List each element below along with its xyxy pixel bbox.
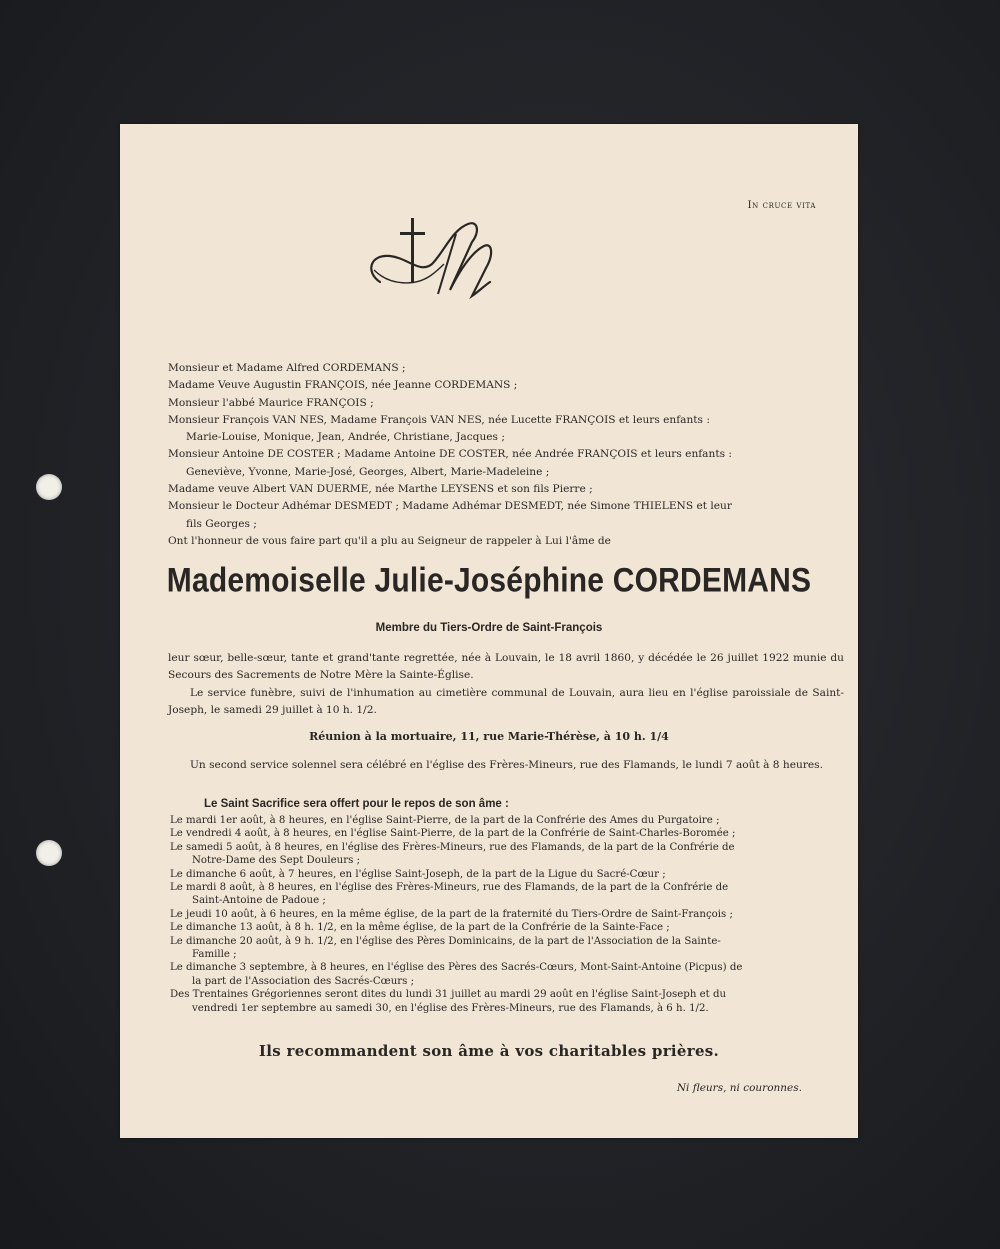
mass-line: Saint-Antoine de Padoue ; xyxy=(192,895,326,907)
mass-line: Le samedi 5 août, à 8 heures, en l'église des Frères-Mineurs, rue des Flamands, de la part de la Confrérie de xyxy=(170,841,735,853)
mass-line: Le dimanche 13 août, à 8 h. 1/2, en la même église, de la part de la Confrérie de la Sainte-Face ; xyxy=(170,922,670,934)
mass-line: Le mardi 1er août, à 8 heures, en l'église Saint-Pierre, de la part de la Confrérie des Ames du Purgatoire ; xyxy=(170,815,720,826)
deceased-name: Mademoiselle Julie-Joséphine CORDEMANS xyxy=(166,561,812,600)
mass-line: Le dimanche 20 août, à 9 h. 1/2, en l'église des Pères Dominicains, de la part de l'Association de la Sainte- xyxy=(170,935,721,947)
family-line: fils Georges ; xyxy=(186,517,257,530)
religious-order: Membre du Tiers-Ordre de Saint-François xyxy=(375,622,603,634)
mass-line: Le vendredi 4 août, à 8 heures, en l'église Saint-Pierre, de la part de la Confrérie de Saint-Charles-Boromée ; xyxy=(170,828,736,840)
mass-line: Le dimanche 6 août, à 7 heures, en l'église Saint-Joseph, de la part de la Ligue du Sacré-Cœur ; xyxy=(170,868,666,880)
mass-list xyxy=(170,814,842,1015)
second-service: Un second service solennel sera célébré en l'église des Frères-Mineurs, rue des Flamands, le lundi 7 août à 8 heures. xyxy=(190,759,823,771)
mass-heading: Le Saint Sacrifice sera offert pour le repos de son âme : xyxy=(204,798,509,810)
announcement-line: Ont l'honneur de vous faire part qu'il a plu au Seigneur de rappeler à Lui l'âme de xyxy=(168,534,611,547)
funeral-paragraph: Le service funèbre, suivi de l'inhumation au cimetière communal de Louvain, aura lieu en l'église paroissiale de Saint-Joseph, le samedi 29 juillet à 10 h. 1/2. xyxy=(168,686,844,716)
family-line: Monsieur François VAN NES, Madame François VAN NES, née Lucette FRANÇOIS et leurs enfants : xyxy=(168,413,710,426)
family-line: Marie-Louise, Monique, Jean, Andrée, Christiane, Jacques ; xyxy=(186,431,505,444)
family-line: Monsieur l'abbé Maurice FRANÇOIS ; xyxy=(168,396,374,409)
family-line: Madame veuve Albert VAN DUERME, née Marthe LEYSENS et son fils Pierre ; xyxy=(168,483,593,496)
mass-line: Le jeudi 10 août, à 6 heures, en la même église, de la part de la fraternité du Tiers-Ordre de Saint-François ; xyxy=(170,908,733,920)
cross-monogram-icon xyxy=(360,212,500,308)
family-list xyxy=(168,360,844,550)
birth-death-paragraph: leur sœur, belle-sœur, tante et grand'tante regrettée, née à Louvain, le 18 avril 1860, y décédée le 26 juillet 1922 munie du Secours des Sacrements de Notre Mère la Sainte-Église. xyxy=(168,652,844,682)
family-line: Madame Veuve Augustin FRANÇOIS, née Jeanne CORDEMANS ; xyxy=(168,379,518,392)
mass-line: Le dimanche 3 septembre, à 8 heures, en l'église des Pères des Sacrés-Cœurs, Mont-Saint-Antoine (Picpus) de xyxy=(170,962,743,974)
family-line: Geneviève, Yvonne, Marie-José, Georges, Albert, Marie-Madeleine ; xyxy=(186,465,550,478)
family-line: Monsieur Antoine DE COSTER ; Madame Antoine DE COSTER, née Andrée FRANÇOIS et leurs enfants : xyxy=(168,448,732,461)
punch-hole xyxy=(36,474,62,500)
motto: In cruce vita xyxy=(747,200,816,211)
notice-body xyxy=(168,650,844,719)
mass-line: la part de l'Association des Sacrés-Cœurs ; xyxy=(192,975,415,987)
mass-line: Le mardi 8 août, à 8 heures, en l'église des Frères-Mineurs, rue des Flamands, de la part de la Confrérie de xyxy=(170,882,729,894)
family-line: Monsieur et Madame Alfred CORDEMANS ; xyxy=(168,362,406,374)
no-flowers-note: Ni fleurs, ni couronnes. xyxy=(676,1082,802,1094)
death-notice-sheet xyxy=(120,124,858,1138)
family-line: Monsieur le Docteur Adhémar DESMEDT ; Madame Adhémar DESMEDT, née Simone THIELENS et leur xyxy=(168,500,732,513)
reunion-line: Réunion à la mortuaire, 11, rue Marie-Thérèse, à 10 h. 1/4 xyxy=(309,730,669,743)
punch-hole xyxy=(36,840,62,866)
mass-line: vendredi 1er septembre au samedi 30, en l'église des Frères-Mineurs, rue des Flamands, à 6 h. 1/2. xyxy=(192,1002,709,1014)
mass-line: Notre-Dame des Sept Douleurs ; xyxy=(192,855,361,867)
mass-line: Des Trentaines Grégoriennes seront dites du lundi 31 juillet au mardi 29 août en l'église Saint-Joseph et du xyxy=(170,989,727,1001)
closing-prayer: Ils recommandent son âme à vos charitables prières. xyxy=(258,1042,720,1060)
mass-line: Famille ; xyxy=(192,949,237,961)
